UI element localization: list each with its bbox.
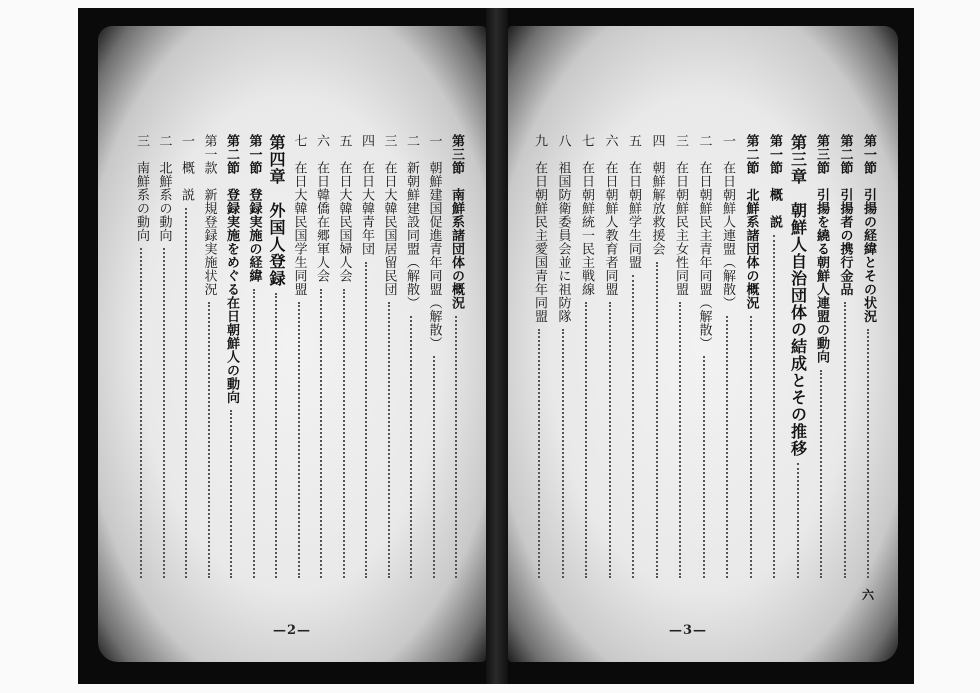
toc-entry-text	[379, 134, 399, 296]
toc-entry-page	[380, 584, 398, 606]
toc-entry-space	[179, 148, 194, 162]
toc-entry	[401, 134, 421, 606]
leader-dots	[320, 289, 322, 579]
toc-entry-label: 三	[673, 134, 688, 148]
toc-entry	[741, 134, 761, 606]
toc-entry-title: 概 説	[767, 188, 782, 229]
toc-entry-label: 第二節	[224, 134, 239, 175]
toc-entry-page	[577, 584, 595, 606]
toc-entry	[600, 134, 620, 606]
toc-entry-space	[247, 175, 262, 189]
toc-entry-page	[601, 584, 619, 606]
toc-entry-text	[529, 134, 549, 323]
toc-entry-page	[789, 584, 807, 606]
toc-entry-space	[359, 148, 374, 162]
toc-entry-text	[334, 134, 354, 283]
toc-entry-title: 概 説	[179, 161, 194, 202]
toc-entry-title: 北鮮系諸団体の概況	[743, 188, 759, 310]
toc-entry-text	[600, 134, 620, 296]
toc-entry-page	[267, 584, 285, 606]
leader-dots	[726, 316, 728, 579]
toc-entry-page	[624, 584, 642, 606]
toc-entry	[244, 134, 264, 606]
toc-entry-text	[811, 134, 831, 364]
toc-entry-page	[357, 584, 375, 606]
toc-entry-page	[812, 584, 830, 606]
toc-entry-text	[694, 134, 714, 350]
toc-entry-title: 引揚の経緯とその状況	[861, 188, 876, 323]
toc-entry-space	[134, 148, 149, 162]
toc-entry-space	[556, 148, 571, 162]
toc-entry-space	[814, 175, 829, 189]
toc-entry-space	[767, 175, 782, 189]
toc-entry-page	[222, 584, 240, 606]
leader-dots	[609, 302, 611, 578]
toc-entry-space	[579, 148, 594, 162]
leader-dots	[703, 356, 705, 578]
toc-entry-title: 朝鮮建国促進青年同盟（解散）	[426, 161, 442, 350]
toc-entry-space	[603, 148, 618, 162]
toc-entry-label: 一	[426, 134, 442, 148]
toc-entry-text	[311, 134, 331, 283]
right-page	[508, 26, 898, 662]
toc-entry-text	[266, 134, 286, 287]
toc-entry-space	[224, 175, 239, 189]
toc-entry-title: 北鮮系の動向	[156, 161, 172, 242]
toc-entry	[717, 134, 737, 606]
toc-entry-title: 在日大韓民国学生同盟	[291, 161, 307, 296]
leader-dots	[867, 329, 869, 578]
toc-entry-label: 第一款	[201, 134, 217, 175]
toc-entry-label: 第二節	[837, 134, 853, 175]
toc-entry	[199, 134, 219, 606]
leader-dots	[820, 370, 822, 579]
toc-entry-text	[131, 134, 151, 242]
toc-entry-page	[836, 584, 854, 606]
toc-entry-space	[673, 148, 688, 162]
toc-entry-title: 在日朝鮮民主愛国青年同盟	[532, 161, 547, 323]
toc-entry-space	[267, 185, 286, 202]
toc-entry	[764, 134, 784, 606]
toc-entry	[311, 134, 331, 606]
toc-entry-title: 南鮮系諸団体の概況	[449, 188, 464, 310]
toc-entry-text	[221, 134, 241, 404]
toc-entry-space	[202, 175, 217, 189]
toc-entry-text	[717, 134, 737, 310]
toc-entry-label: 第一節	[861, 134, 876, 175]
toc-entry-page	[312, 584, 330, 606]
toc-entry-page	[695, 584, 713, 606]
toc-entry	[553, 134, 573, 606]
toc-entry-title: 祖国防衛委員会並に祖防隊	[555, 161, 571, 323]
toc-entry-space	[744, 175, 759, 189]
toc-entry-title: 在日朝鮮統一民主戦線	[579, 161, 594, 296]
toc-entry-text	[154, 134, 174, 242]
toc-entry-title: 在日朝鮮民主女性同盟	[673, 161, 688, 296]
toc-entry	[835, 134, 855, 606]
leader-dots	[844, 302, 846, 578]
toc-entry-text	[623, 134, 643, 269]
toc-entry	[334, 134, 354, 606]
toc-entry-text	[244, 134, 264, 283]
toc-entry-label: 二	[696, 134, 712, 148]
leader-dots	[797, 463, 799, 578]
toc-entry	[529, 134, 549, 606]
toc-entry-label: 九	[532, 134, 547, 148]
toc-entry-label: 第三節	[449, 134, 464, 175]
toc-entry	[446, 134, 466, 606]
toc-entry-label: 八	[555, 134, 571, 148]
leader-dots	[455, 316, 457, 579]
toc-entry-page	[530, 584, 548, 606]
toc-entry	[647, 134, 667, 606]
toc-entry-text	[576, 134, 596, 296]
toc-entry-page	[671, 584, 689, 606]
toc-entry-label: 一	[720, 134, 735, 148]
toc-entry-title: 在日韓僑在郷軍人会	[314, 161, 329, 283]
toc-entry	[176, 134, 196, 606]
toc-entry-title: 朝鮮解放救援会	[649, 161, 665, 256]
toc-entry-label: 三	[381, 134, 397, 148]
leader-dots	[275, 293, 277, 578]
toc-entry-space	[720, 148, 735, 162]
toc-entry-page	[648, 584, 666, 606]
toc-entry-text	[289, 134, 309, 296]
toc-entry-page	[447, 584, 465, 606]
toc-entry-title: 新朝鮮建設同盟（解散）	[404, 161, 419, 310]
toc-entry-label: 第一節	[767, 134, 782, 175]
toc-entry-title: 在日大韓民国婦人会	[336, 161, 352, 283]
toc-entry-space	[157, 148, 172, 162]
toc-entry-page	[132, 584, 150, 606]
toc-entry-space	[838, 175, 853, 189]
book-gutter	[486, 8, 508, 684]
toc-entry	[623, 134, 643, 606]
toc-entry-space	[650, 148, 665, 162]
toc-entry-page	[200, 584, 218, 606]
leader-dots	[773, 235, 775, 579]
toc-entry-text	[446, 134, 466, 310]
toc-entry-page	[245, 584, 263, 606]
toc-entry-label: 第二節	[743, 134, 759, 175]
toc-entry-page	[177, 584, 195, 606]
toc-entry-label: 一	[179, 134, 194, 148]
toc-entry	[131, 134, 151, 606]
toc-entry-title: 外国人登録	[267, 202, 286, 287]
toc-entry-text	[788, 134, 808, 457]
leader-dots	[585, 302, 587, 578]
leader-dots	[562, 329, 564, 578]
toc-entry-label: 六	[314, 134, 329, 148]
toc-entry-page	[290, 584, 308, 606]
toc-entry-text	[764, 134, 784, 229]
leader-dots	[298, 302, 300, 578]
toc-entry-label: 五	[626, 134, 641, 148]
toc-entry-text	[401, 134, 421, 310]
leader-dots	[208, 302, 210, 578]
right-page-folio: —3—	[668, 623, 708, 638]
toc-entry-space	[697, 148, 712, 162]
leader-dots	[185, 208, 187, 579]
toc-entry-text	[176, 134, 196, 202]
leader-dots	[365, 262, 367, 579]
toc-entry-space	[427, 148, 442, 162]
toc-entry-title: 引揚者の携行金品	[837, 188, 853, 296]
toc-entry-space	[626, 148, 641, 162]
toc-entry-label: 第四章	[267, 134, 286, 185]
toc-entry-text	[424, 134, 444, 350]
toc-entry-space	[404, 148, 419, 162]
toc-entry-text	[835, 134, 855, 296]
leader-dots	[163, 248, 165, 578]
leader-dots	[679, 302, 681, 578]
toc-entry-space	[292, 148, 307, 162]
toc-entry-page: 六	[861, 588, 874, 602]
leader-dots	[433, 356, 435, 578]
toc-entry-page	[742, 584, 760, 606]
toc-entry	[788, 134, 808, 606]
toc-entry-title: 在日大韓青年団	[359, 161, 374, 256]
toc-entry-space	[314, 148, 329, 162]
toc-entry-title: 新規登録実施状況	[201, 188, 217, 296]
toc-entry	[379, 134, 399, 606]
toc-entry-page	[718, 584, 736, 606]
toc-entry-title: 引揚を繞る朝鮮人連盟の動向	[814, 188, 829, 364]
leader-dots	[750, 316, 752, 579]
leader-dots	[388, 302, 390, 578]
toc-entry	[858, 134, 878, 606]
toc-entry-label: 三	[134, 134, 149, 148]
toc-entry-page	[554, 584, 572, 606]
toc-entry-label: 第三章	[788, 134, 808, 185]
toc-entry-page	[335, 584, 353, 606]
toc-entry-title: 在日朝鮮人連盟（解散）	[720, 161, 735, 310]
toc-entry-text	[741, 134, 761, 310]
toc-entry-title: 登録実施をめぐる在日朝鮮人の動向	[224, 188, 239, 404]
toc-entry-title: 朝鮮人自治団体の結成とその推移	[788, 202, 808, 457]
leader-dots	[656, 262, 658, 579]
toc-entry-page	[402, 584, 420, 606]
toc-entry	[289, 134, 309, 606]
toc-entry-page	[425, 584, 443, 606]
leader-dots	[632, 275, 634, 578]
toc-entry	[221, 134, 241, 606]
toc-entry-label: 七	[579, 134, 594, 148]
toc-entry-space	[449, 175, 464, 189]
toc-entry-space	[532, 148, 547, 162]
toc-entry-title: 南鮮系の動向	[134, 161, 149, 242]
toc-entry-space	[789, 185, 808, 202]
toc-entry-space	[861, 175, 876, 189]
toc-entry-label: 四	[359, 134, 374, 148]
leader-dots	[410, 316, 412, 579]
toc-entry-title: 在日朝鮮人教育者同盟	[602, 161, 618, 296]
left-page-folio: —2—	[272, 623, 312, 638]
toc-entry-title: 登録実施の経緯	[246, 188, 262, 283]
toc-entry-label: 二	[404, 134, 419, 148]
toc-entry-text	[199, 134, 219, 296]
toc-entry-title: 在日大韓民国居留民団	[381, 161, 397, 296]
toc-entry	[154, 134, 174, 606]
toc-entry-label: 四	[649, 134, 665, 148]
toc-entry-label: 二	[156, 134, 172, 148]
toc-entry-title: 在日朝鮮民主青年同盟（解散）	[696, 161, 712, 350]
toc-entry	[266, 134, 286, 606]
leader-dots	[343, 289, 345, 579]
toc-entry-text	[356, 134, 376, 256]
leader-dots	[140, 248, 142, 578]
left-page	[98, 26, 486, 662]
toc-entry-page	[765, 584, 783, 606]
toc-entry-title: 在日朝鮮学生同盟	[626, 161, 641, 269]
toc-entry-space	[382, 148, 397, 162]
toc-entry	[424, 134, 444, 606]
scanned-book-spread	[78, 8, 914, 684]
leader-dots	[538, 329, 540, 578]
toc-entry-label: 第一節	[246, 134, 262, 175]
toc-entry-label: 六	[602, 134, 618, 148]
toc-entry-label: 七	[291, 134, 307, 148]
toc-entry-text	[647, 134, 667, 256]
toc-entry-text	[670, 134, 690, 296]
toc-entry-text	[553, 134, 573, 323]
toc-entry-text	[858, 134, 878, 323]
toc-entry-label: 第三節	[814, 134, 829, 175]
toc-entry	[670, 134, 690, 606]
leader-dots	[253, 289, 255, 579]
toc-entry	[356, 134, 376, 606]
toc-entry	[811, 134, 831, 606]
toc-entry	[694, 134, 714, 606]
toc-entry-space	[337, 148, 352, 162]
toc-entry-label: 五	[336, 134, 352, 148]
leader-dots	[230, 410, 232, 578]
toc-entry	[576, 134, 596, 606]
toc-entry-page	[155, 584, 173, 606]
